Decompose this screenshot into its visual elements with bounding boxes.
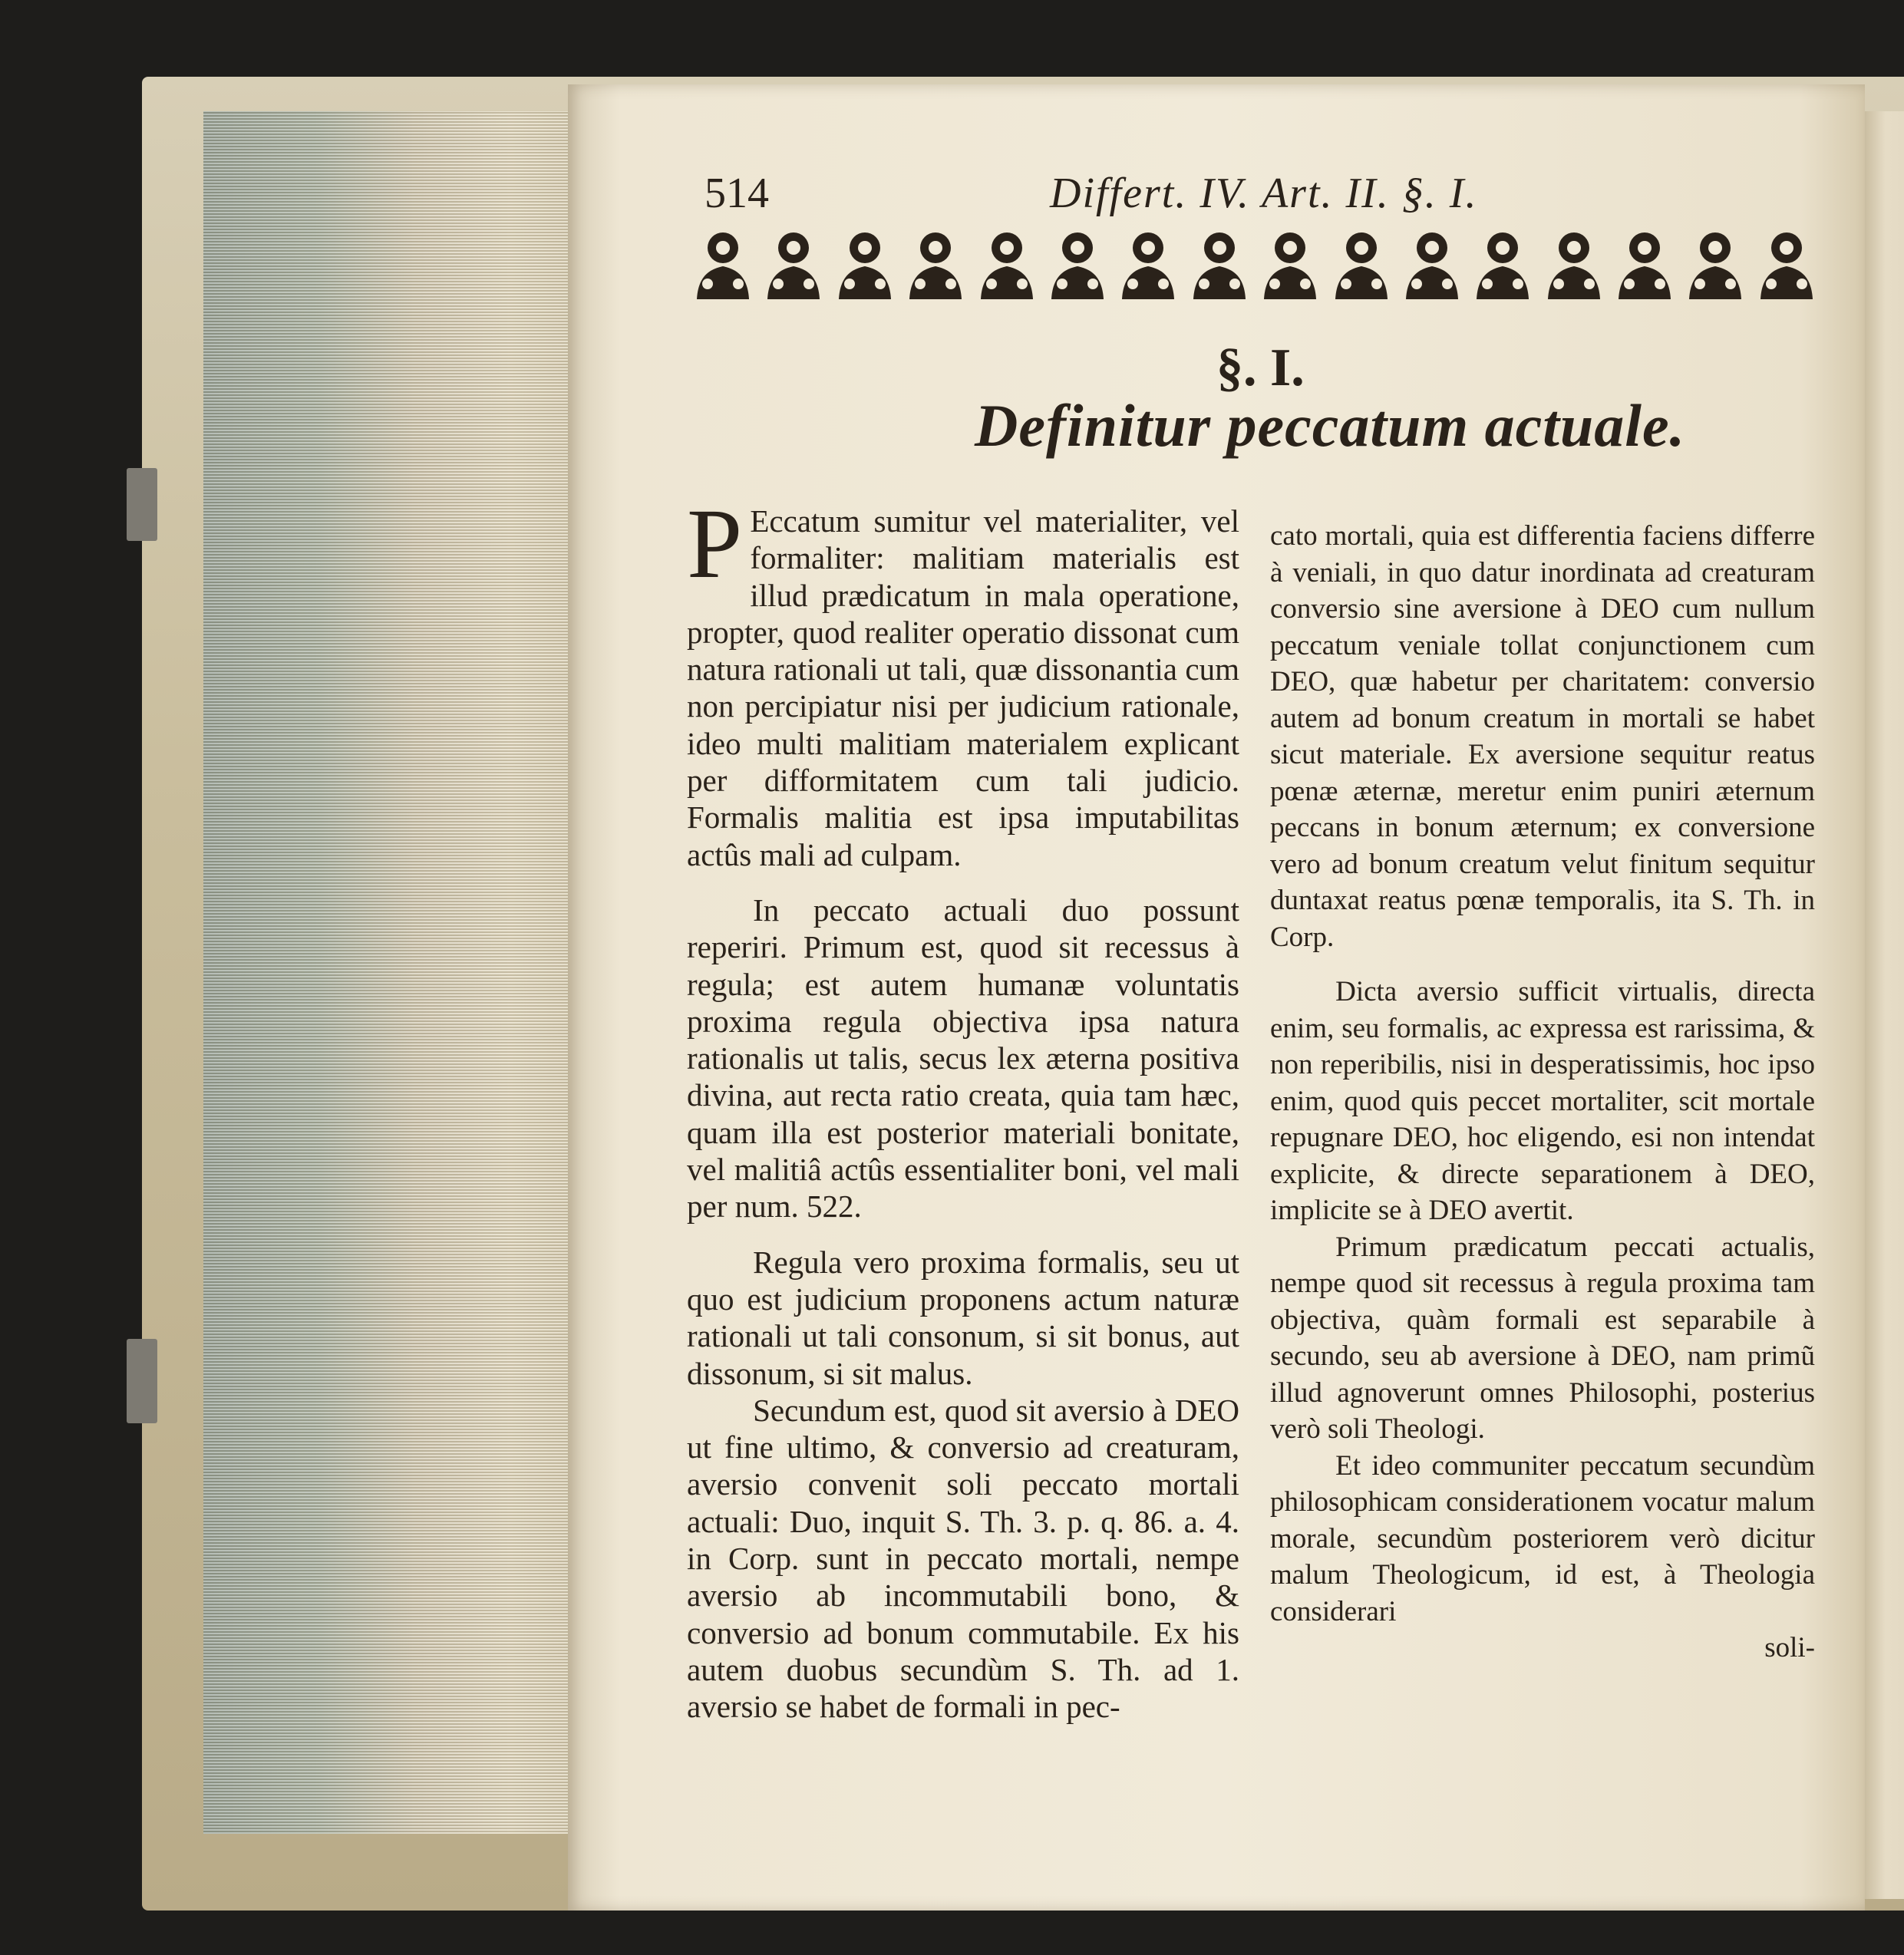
drop-cap: P: [687, 489, 743, 599]
paragraph-2: In peccato actuali duo possunt reperiri. Primum est, quod sit recessus à regula; est autem humanæ voluntatis proxima regula objectiva ipsa natura rationalis ut talis, secus lex æterna positiva divina, aut recta ratio creata, quia tam hæc, quam illa est posterior materiali bonitate, vel malitiâ actûs essentialiter boni, vel mali per num. 522.: [687, 892, 1239, 1225]
flower-ornament-icon: [1612, 226, 1677, 303]
section-mark: §. I.: [1216, 338, 1305, 397]
flower-ornament-icon: [1116, 226, 1180, 303]
page-block-edge: [203, 111, 592, 1834]
flower-ornament-icon: [975, 226, 1039, 303]
paragraph-3: Regula vero proxima formalis, seu ut quo est judicium proponens actum naturæ rationali ut tali consonum, si sit bonus, aut dissonum, si sit malus.: [687, 1244, 1239, 1391]
flower-ornament-icon: [903, 226, 968, 303]
flower-ornament-icon: [1470, 226, 1535, 303]
flower-ornament-icon: [1258, 226, 1322, 303]
page-number: 514: [705, 170, 769, 217]
clasp-lower: [127, 1339, 157, 1423]
section-title: Definitur peccatum actuale.: [975, 392, 1686, 459]
paragraph-4: Secundum est, quod sit aversio à DEO ut fine ultimo, & conversio ad creaturam, aversio convenit soli peccato mortali actuali: Duo, inquit S. Th. 3. p. q. 86. a. 4. in Corp. sunt in peccato mortali, nempe aversio ab incommutabili bono, & conversio ad bonum commutabile. Ex his autem duobus secundùm S. Th. ad 1. aversio se habet de formali in pec-: [687, 1392, 1239, 1725]
paragraph-8: Et ideo communiter peccatum secundùm philosophicam considerationem vocatur malum morale, secundùm posteriorem verò dicitur malum Theologicum, id est, à Theologia considerari: [1270, 1449, 1815, 1627]
ornamental-band: [691, 223, 1819, 307]
flower-ornament-icon: [1754, 226, 1819, 303]
flower-ornament-icon: [1400, 226, 1464, 303]
paragraph-5: cato mortali, quia est differentia faciens differre à veniali, in quo datur inordinata ad creaturam conversio sine aversione à DEO cum nullum peccatum veniale tollat conjunctionem cum DEO, quæ habetur per charitatem: conversio autem ad bonum creatum in mortali se habet sicut materiale. Ex aversione sequitur reatus pœnæ æternæ, meretur enim puniri æternum peccans in bonum æternum; ex conversione vero ad bonum creatum velut finitum sequitur duntaxat reatus pœnæ temporalis, ita S. Th. in Corp.: [1270, 520, 1815, 953]
paragraph-7: Primum prædicatum peccati actualis, nempe quod sit recessus à regula proxima tam objectiva, quàm formali est separabile à secundo, seu ab aversione à DEO, nam primũ illud agnoverunt omnes Philosophi, posterius verò soli Theologi.: [1270, 1231, 1815, 1445]
running-head-title: Differt. IV. Art. II. §. I.: [1050, 170, 1478, 217]
flower-ornament-icon: [691, 226, 755, 303]
flower-ornament-icon: [761, 226, 826, 303]
paragraph-text: Eccatum sumitur vel materialiter, vel formaliter: malitiam materialis est illud prædicatum in mala operatione, propter, quod realiter operatio dissonat cum natura rationali ut tali, quæ dissonantia cum non percipiatur nisi per judicium rationale, ideo multi malitiam materialem explicant per difformitatem cum tali judicio. Formalis malitia est ipsa imputabilitas actûs mali ad culpam.: [687, 503, 1239, 872]
running-head: [705, 169, 1817, 223]
flower-ornament-icon: [1045, 226, 1110, 303]
right-column: [1270, 518, 1815, 1667]
flower-ornament-icon: [833, 226, 897, 303]
paragraph-1: [687, 489, 1239, 873]
catchword: soli-: [1764, 1632, 1815, 1663]
flower-ornament-icon: [1542, 226, 1606, 303]
flower-ornament-icon: [1329, 226, 1394, 303]
flower-ornament-icon: [1187, 226, 1252, 303]
paragraph-6: Dicta aversio sufficit virtualis, directa enim, seu formalis, ac expressa est rarissima, & non reperibilis, nisi in desperatissimis, hoc ipso enim, quod quis peccet mortaliter, scit mortale repugnare DEO, hoc eligendo, esi non intendat explicite, & directe separationem à DEO, implicite se à DEO avertit.: [1270, 976, 1815, 1226]
left-column: [687, 489, 1239, 1726]
clasp-upper: [127, 468, 157, 541]
flower-ornament-icon: [1683, 226, 1747, 303]
